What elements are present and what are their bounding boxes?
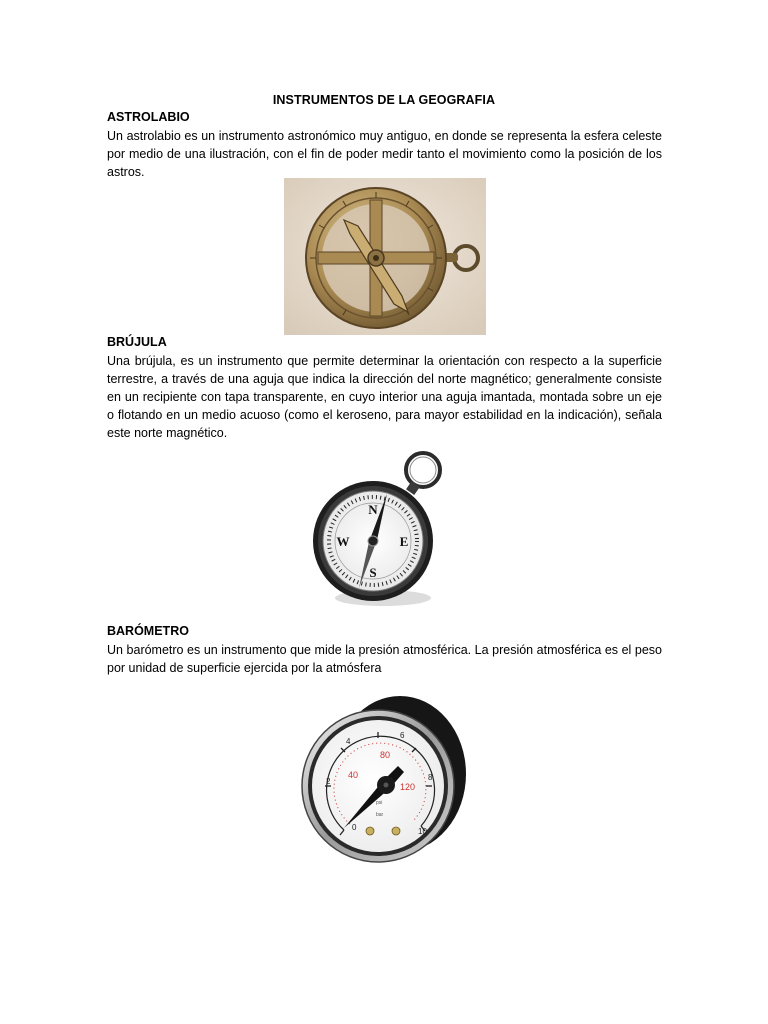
gauge-label-10: 10	[418, 827, 427, 836]
paragraph-astrolabio: Un astrolabio es un instrumento astronómico muy antiguo, en donde se representa la esfera celeste por medio de una ilustración, con el fin de poder medir tanto el movimiento como la posición de los astros.	[107, 129, 662, 179]
astrolabe-illustration	[284, 178, 486, 335]
paragraph-barometro: Un barómetro es un instrumento que mide la presión atmosférica. La presión atmosférica es el peso por unidad de superficie ejercida por la atmósfera	[107, 643, 662, 675]
barometer-image	[300, 694, 470, 870]
gauge-label-6: 6	[400, 731, 405, 740]
compass-image	[305, 448, 445, 608]
gauge-label-0: 0	[352, 823, 357, 832]
heading-brujula: BRÚJULA	[107, 335, 167, 349]
compass-letter-w: W	[336, 534, 350, 549]
gauge-inner-label-40: 40	[348, 770, 359, 780]
compass-illustration	[305, 448, 445, 608]
gauge-unit-bar: bar	[376, 812, 384, 818]
astrolabe-image	[284, 178, 486, 335]
gauge-label-2: 2	[326, 777, 331, 786]
gauge-label-8: 8	[428, 773, 433, 782]
compass-letter-n: N	[368, 502, 378, 517]
compass-letter-e: E	[399, 534, 409, 549]
document-title: INSTRUMENTOS DE LA GEOGRAFIA	[272, 93, 496, 107]
gauge-inner-label-80: 80	[380, 750, 391, 760]
gauge-label-4: 4	[346, 737, 351, 746]
compass-letter-s: S	[369, 565, 377, 580]
barometer-illustration	[300, 694, 470, 870]
gauge-unit-psi: psi	[376, 800, 383, 806]
paragraph-brujula: Una brújula, es un instrumento que permite determinar la orientación con respecto a la superficie terrestre, a través de una aguja que indica la dirección del norte magnético; generalmente consiste en un recipiente con tapa transparente, en cuyo interior una aguja imantada, montada sobre un eje o flotando en un medio acuoso (como el keroseno, para mayor estabilidad en la indicación), señala este norte magnético.	[107, 354, 662, 440]
heading-barometro: BARÓMETRO	[107, 624, 189, 638]
gauge-inner-label-120: 120	[400, 782, 416, 792]
heading-astrolabio: ASTROLABIO	[107, 110, 190, 124]
